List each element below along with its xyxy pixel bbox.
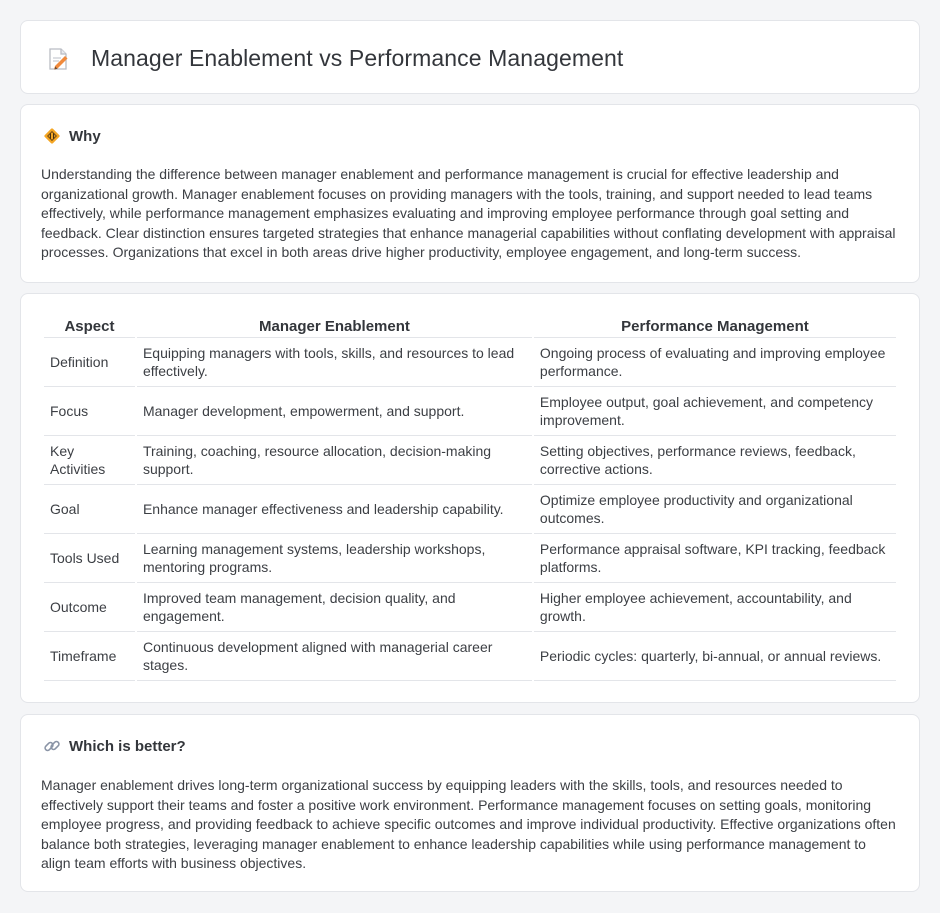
manager-enablement-cell: Improved team management, decision quality, and engagement. [137, 583, 532, 632]
table-row [44, 632, 896, 681]
why-heading: Why [69, 127, 101, 145]
performance-management-cell: Optimize employee productivity and organizational outcomes. [534, 485, 896, 534]
performance-management-cell: Employee output, goal achievement, and competency improvement. [534, 387, 896, 436]
performance-management-cell: Setting objectives, performance reviews, feedback, corrective actions. [534, 436, 896, 485]
manager-enablement-cell: Enhance manager effectiveness and leadership capability. [137, 485, 532, 534]
manager-enablement-cell: Manager development, empowerment, and support. [137, 387, 532, 436]
table-row [44, 387, 896, 436]
comparison-section [20, 293, 920, 703]
performance-management-cell: Performance appraisal software, KPI tracking, feedback platforms. [534, 534, 896, 583]
aspect-cell: Tools Used [44, 534, 135, 583]
table-row [44, 534, 896, 583]
manager-enablement-cell: Training, coaching, resource allocation, decision-making support. [137, 436, 532, 485]
memo-icon [47, 47, 69, 71]
which-is-better-section [20, 714, 920, 892]
manager-enablement-cell: Equipping managers with tools, skills, and resources to lead effectively. [137, 338, 532, 387]
table-row [44, 583, 896, 632]
comparison-table [42, 316, 898, 681]
table-header-row [44, 316, 896, 338]
aspect-cell: Outcome [44, 583, 135, 632]
which-is-better-heading: Which is better? [69, 737, 186, 755]
header-aspect: Aspect [44, 316, 135, 338]
page-title: Manager Enablement vs Performance Management [91, 45, 624, 71]
aspect-cell: Goal [44, 485, 135, 534]
aspect-cell: Timeframe [44, 632, 135, 681]
table-row [44, 485, 896, 534]
manager-enablement-cell: Learning management systems, leadership workshops, mentoring programs. [137, 534, 532, 583]
aspect-cell: Focus [44, 387, 135, 436]
manager-enablement-cell: Continuous development aligned with managerial career stages. [137, 632, 532, 681]
performance-management-cell: Higher employee achievement, accountability, and growth. [534, 583, 896, 632]
aspect-cell: Key Activities [44, 436, 135, 485]
performance-management-cell: Ongoing process of evaluating and improving employee performance. [534, 338, 896, 387]
header-manager-enablement: Manager Enablement [137, 316, 532, 338]
performance-management-cell: Periodic cycles: quarterly, bi-annual, or annual reviews. [534, 632, 896, 681]
road-sign-icon [43, 127, 61, 145]
which-is-better-text: Manager enablement drives long-term organizational success by equipping leaders with the skills, tools, and resources needed to effectively support their teams and foster a positive work environment. Performance management focuses on setting goals, monitoring employee progress, and providing feedback to achieve specific outcomes and improve individual productivity. Effective organizations often balance both strategies, leveraging manager enablement to enhance leadership capabilities while using performance management to align team efforts with business objectives. [41, 777, 896, 872]
why-section [20, 104, 920, 283]
title-card [20, 20, 920, 94]
why-text: Understanding the difference between manager enablement and performance management is crucial for effective leadership and organizational growth. Manager enablement focuses on providing managers with the tools, training, and support needed to lead teams effectively, while performance management emphasizes evaluating and improving employee performance through goal setting and feedback. Clear distinction ensures targeted strategies that enhance managerial capabilities without conflating development with appraisal processes. Organizations that excel in both areas drive higher productivity, employee engagement, and long-term success. [41, 166, 896, 261]
link-icon [43, 737, 61, 755]
aspect-cell: Definition [44, 338, 135, 387]
header-performance-management: Performance Management [534, 316, 896, 338]
table-row [44, 436, 896, 485]
table-row [44, 338, 896, 387]
